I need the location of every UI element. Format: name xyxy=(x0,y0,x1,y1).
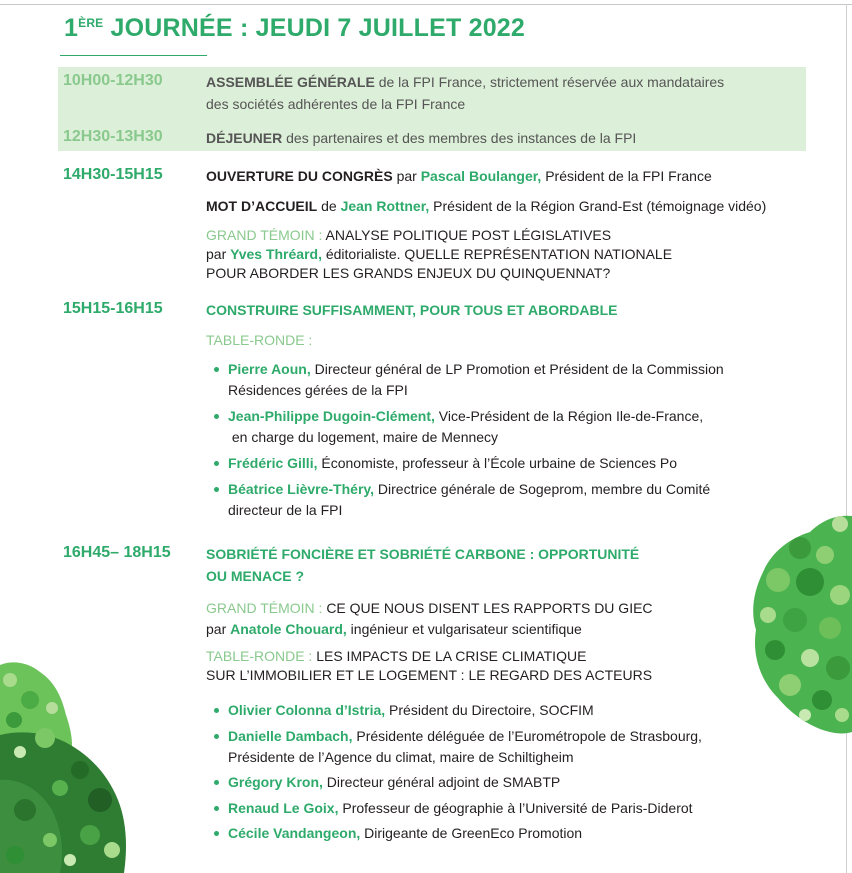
bullet xyxy=(214,734,219,739)
panelist-name: Grégory Kron, xyxy=(228,774,323,790)
panelist-role: Directrice générale de Sogeprom, membre du Comité xyxy=(374,481,711,497)
dej-rest: des partenaires et des membres des instances de la FPI xyxy=(282,130,637,146)
s3-tr-label: TABLE-RONDE : xyxy=(206,648,317,664)
title-text: JOURNÉE : JEUDI 7 JUILLET 2022 xyxy=(110,14,526,42)
panelist-role-cont: en charge du logement, maire de Mennecy xyxy=(231,429,499,445)
right-border xyxy=(846,4,847,873)
bullet xyxy=(214,780,219,785)
s3-heading-1: SOBRIÉTÉ FONCIÈRE ET SOBRIÉTÉ CARBONE : OPPORTUNITÉ xyxy=(206,546,640,562)
panelist-name: Frédéric Gilli, xyxy=(228,455,318,471)
s3-panelist-5 xyxy=(228,823,582,844)
ouverture-line xyxy=(206,166,712,187)
panelist-role: Vice-Président de la Région Ile-de-France, xyxy=(434,408,704,424)
s3-panelist-2 xyxy=(228,726,702,768)
panelist-role: Président du Directoire, SOCFIM xyxy=(385,702,594,718)
bullet xyxy=(214,414,219,419)
dej-strong: DÉJEUNER xyxy=(206,130,283,146)
panelist-role-cont: Présidente de l’Agence du climat, maire de Schiltigheim xyxy=(228,749,574,765)
s3-heading-2: OU MENACE ? xyxy=(206,568,304,584)
grand-temoin-2 xyxy=(206,598,653,640)
gt1-label: GRAND TÉMOIN : xyxy=(206,227,326,243)
s3-panelist-1 xyxy=(228,700,594,721)
panelist-role: Économiste, professeur à l’École urbaine de Sciences Po xyxy=(317,455,678,471)
bullet xyxy=(214,461,219,466)
s3-tr-line2: SUR L’IMMOBILIER ET LE LOGEMENT : LE REGARD DES ACTEURS xyxy=(206,667,653,683)
ouverture-rest: Président de la FPI France xyxy=(541,168,712,184)
panelist-role: Professeur de géographie à l’Université de Paris-Diderot xyxy=(338,800,693,816)
s2-panelist-2 xyxy=(228,406,703,448)
panelist-name: Jean-Philippe Dugoin-Clément, xyxy=(228,408,435,424)
gt2-rest: ingénieur et vulgarisateur scientifique xyxy=(346,621,582,637)
panelist-role-cont: Résidences gérées de la FPI xyxy=(228,382,408,398)
panelist-name: Pierre Aoun, xyxy=(228,361,311,377)
panelist-role: Présidente déléguée de l’Eurométropole de Strasbourg, xyxy=(352,728,702,744)
s2-panelist-4 xyxy=(228,479,710,521)
accueil-rest: Président de la Région Grand-Est (témoignage vidéo) xyxy=(429,198,767,214)
bush-left-illustration xyxy=(0,660,130,873)
time-s1: 14H30-15H15 xyxy=(63,166,163,183)
s2-panelist-1 xyxy=(228,359,724,401)
panelist-name: Danielle Dambach, xyxy=(228,728,353,744)
time-s2: 15H15-16H15 xyxy=(63,300,163,317)
bullet xyxy=(214,831,219,836)
s3-table-ronde xyxy=(206,647,652,685)
bullet xyxy=(214,806,219,811)
s3-panelist-4 xyxy=(228,798,693,819)
panelist-name: Cécile Vandangeon, xyxy=(228,825,361,841)
gt2-speaker: Anatole Chouard, xyxy=(230,621,347,637)
accueil-line xyxy=(206,196,766,217)
time-ag: 10H00-12H30 xyxy=(63,72,163,89)
panelist-name: Béatrice Lièvre-Théry, xyxy=(228,481,375,497)
ag-line-1 xyxy=(206,72,724,93)
gt2-par: par xyxy=(206,621,231,637)
s2-heading: CONSTRUIRE SUFFISAMMENT, POUR TOUS ET ABORDABLE xyxy=(206,302,618,318)
dej-line xyxy=(206,128,636,149)
accueil-strong: MOT D’ACCUEIL xyxy=(206,198,318,214)
gt1-title: ANALYSE POLITIQUE POST LÉGISLATIVES xyxy=(325,227,612,243)
time-s3: 16H45– 18H15 xyxy=(63,544,171,561)
s3-panelist-3 xyxy=(228,772,560,793)
s3-tr-title: LES IMPACTS DE LA CRISE CLIMATIQUE xyxy=(316,648,587,664)
panelist-role-cont: directeur de la FPI xyxy=(228,502,343,518)
gt1-line3: POUR ABORDER LES GRANDS ENJEUX DU QUINQUENNAT? xyxy=(206,265,611,281)
bullet xyxy=(214,367,219,372)
gt1-par: par xyxy=(206,246,231,262)
gt1-rest: éditorialiste. QUELLE REPRÉSENTATION NATIONALE xyxy=(321,246,673,262)
ag-line-2: des sociétés adhérentes de la FPI France xyxy=(206,96,466,112)
panelist-name: Renaud Le Goix, xyxy=(228,800,339,816)
bullet xyxy=(214,708,219,713)
gt2-title: CE QUE NOUS DISENT LES RAPPORTS DU GIEC xyxy=(326,600,653,616)
ag-strong: ASSEMBLÉE GÉNÉRALE xyxy=(206,74,375,90)
ouverture-speaker: Pascal Boulanger, xyxy=(420,168,542,184)
panelist-name: Olivier Colonna d’Istria, xyxy=(228,702,386,718)
top-border xyxy=(0,4,852,5)
s3-heading xyxy=(206,543,639,587)
panelist-role: Directeur général adjoint de SMABTP xyxy=(322,774,561,790)
panelist-role: Directeur général de LP Promotion et Président de la Commission xyxy=(310,361,724,377)
accueil-de: de xyxy=(317,198,341,214)
gt1-speaker: Yves Thréard, xyxy=(230,246,322,262)
ouverture-strong: OUVERTURE DU CONGRÈS xyxy=(206,168,393,184)
s2-panelist-3 xyxy=(228,453,677,474)
title-underline xyxy=(60,55,207,56)
panelist-role: Dirigeante de GreenEco Promotion xyxy=(360,825,583,841)
title-superscript: ÈRE xyxy=(78,16,104,30)
gt2-label: GRAND TÉMOIN : xyxy=(206,600,327,616)
accueil-speaker: Jean Rottner, xyxy=(340,198,430,214)
bullet xyxy=(214,487,219,492)
grand-temoin-1 xyxy=(206,226,672,283)
page-title: 1ÈRE JOURNÉE : JEUDI 7 JUILLET 2022 xyxy=(64,14,526,42)
ag-rest: de la FPI France, strictement réservée aux mandataires xyxy=(374,74,725,90)
bush-right-illustration xyxy=(750,510,852,735)
ouverture-par: par xyxy=(392,168,421,184)
s2-table-ronde-label: TABLE-RONDE : xyxy=(206,332,313,348)
time-dej: 12H30-13H30 xyxy=(63,128,163,145)
